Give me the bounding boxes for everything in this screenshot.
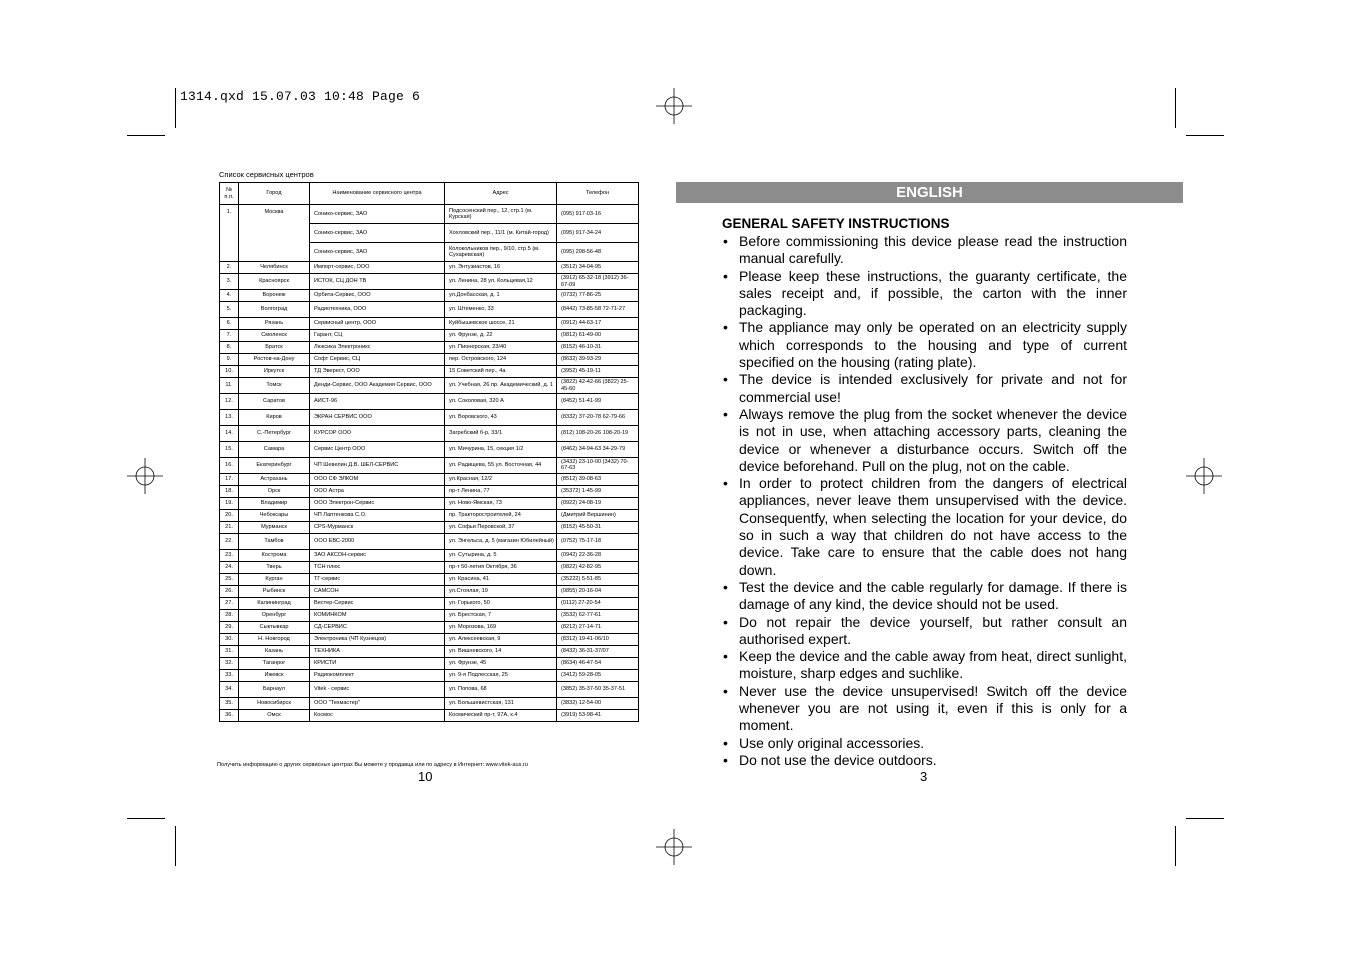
safety-list [722,233,1127,769]
crop-mark [175,826,176,866]
column-header: Телефон [557,183,639,205]
table-cell: Саратов [239,394,310,410]
table-cell: Импорт-сервис, ООО [310,262,445,274]
table-cell: Челябинск [239,262,310,274]
table-row [220,621,639,633]
list-item: • Keep the device and the cable away from heat, direct sunlight, moisture, sharp edges and suchlike. [722,648,1127,683]
table-cell: ул. Мичурина, 15, секция 1/2 [445,442,557,458]
table-row [220,657,639,669]
table-cell: 10. [220,366,239,378]
table-cell: 16. [220,458,239,474]
table-cell: Куйбышевское шоссе, 21 [445,318,557,330]
crop-mark [175,88,176,128]
table-cell: Казань [239,645,310,657]
table-cell: Н. Новгород [239,633,310,645]
table-cell: 2. [220,262,239,274]
table-cell: (8452) 51-41-99 [557,394,639,410]
table-row [220,330,639,342]
table-cell: Калининград [239,597,310,609]
table-cell: АИСТ-96 [310,394,445,410]
table-cell: 32. [220,657,239,669]
table-row [220,318,639,330]
table-row [220,274,639,290]
table-cell: (3919) 53-98-41 [557,709,639,721]
table-row [220,394,639,410]
list-item: • Test the device and the cable regularly for damage. If there is damage of any kind, the device should not be used. [722,579,1127,614]
table-cell: (3912) 65-32-18 (3912) 36-67-09 [557,274,639,290]
table-cell: ул. Сутырина, д. 5 [445,549,557,561]
table-cell: Сервис Центр ООО [310,442,445,458]
table-cell: (0822) 42-82-95 [557,561,639,573]
table-cell: 8. [220,342,239,354]
table-cell: Люксика Электроникс [310,342,445,354]
table-cell: 14. [220,426,239,442]
table-cell: (812) 108-20-26 108-20-19 [557,426,639,442]
table-cell: (3822) 42-42-66 (3822) 25-45-60 [557,378,639,394]
table-cell: ООО Астра [310,485,445,497]
table-cell: 19. [220,497,239,509]
table-cell: Космический пр-т, 97А, к.4 [445,709,557,721]
table-cell: ООО "Техмастер" [310,697,445,709]
table-row [220,561,639,573]
table-row [220,709,639,721]
list-item: • Please keep these instructions, the guaranty certificate, the sales receipt and, if possible, the carton with the inner packaging. [722,268,1127,320]
table-row [220,485,639,497]
table-cell: (0912) 44-63-17 [557,318,639,330]
table-cell: CPS-Мурманск [310,521,445,533]
table-cell: (0855) 20-16-04 [557,585,639,597]
table-cell: (8312) 19-41-06/10 [557,633,639,645]
table-cell: Кострома [239,549,310,561]
table-cell: (8512) 39-08-63 [557,473,639,485]
table-cell: ул. Морозова, 169 [445,621,557,633]
table-row [220,262,639,274]
table-cell: 33. [220,669,239,681]
crop-mark [1186,135,1224,136]
table-cell: ул. 9-я Подлесская, 25 [445,669,557,681]
table-cell: ул.Донбасская, д. 1 [445,290,557,302]
table-row [220,378,639,394]
safety-section [722,215,1127,769]
table-cell: (0112) 27-20-54 [557,597,639,609]
table-cell: 7. [220,330,239,342]
table-cell: (3952) 45-19-11 [557,366,639,378]
table-cell: Рязань [239,318,310,330]
table-cell: 30. [220,633,239,645]
table-cell: Загребский б-р, 33/1 [445,426,557,442]
table-row [220,681,639,697]
table-cell: (Дмитрий Вершинин) [557,509,639,521]
table-row [220,458,639,474]
table-cell: Ижевск [239,669,310,681]
table-body [220,205,639,722]
table-cell: (0812) 61-49-00 [557,330,639,342]
table-cell: 36. [220,709,239,721]
column-header: № п.п. [220,183,239,205]
table-cell: 18. [220,485,239,497]
table-cell: ул. Попова, 68 [445,681,557,697]
table-cell: ул. Вишневского, 14 [445,645,557,657]
table-cell: ул. Соколовая, 320 А [445,394,557,410]
section-heading: GENERAL SAFETY INSTRUCTIONS [722,216,950,231]
table-row [220,633,639,645]
table-row [220,442,639,458]
footnote: Получить информацию о других сервисных центрах Вы можете у продавца или по адресу в Интернет: www.vitek-aus.ru [217,762,528,768]
table-cell: Смоленск [239,330,310,342]
table-cell: Сонико-сервис, ЗАО [310,205,445,224]
table-cell: (3412) 59-28-05 [557,669,639,681]
table-cell: пр-т Ленина, 77 [445,485,557,497]
table-cell: ул. Радищева, 55 ул. Восточная, 44 [445,458,557,474]
table-row [220,473,639,485]
table-cell: Колокольников пер., 9/10, стр.5 (м. Сухаревская) [445,243,557,262]
table-cell: 3. [220,274,239,290]
table-row [220,302,639,318]
table-row [220,290,639,302]
registration-mark-icon [1186,458,1222,494]
column-header: Наименование сервисного центра [310,183,445,205]
table-cell: 15. [220,442,239,458]
table-cell: ТГ-сервис [310,573,445,585]
table-cell: Новосибирск [239,697,310,709]
table-row [220,366,639,378]
table-cell: ул. Брестская, 7 [445,609,557,621]
table-cell: КРИСТИ [310,657,445,669]
table-row [220,645,639,657]
table-cell: (3852) 35-37-50 35-37-51 [557,681,639,697]
table-cell: Орск [239,485,310,497]
table-cell: ЭКРАН СЕРВИС ООО [310,410,445,426]
column-header: Адрес [445,183,557,205]
table-row [220,497,639,509]
table-row [220,354,639,366]
table-cell: С.-Петербург [239,426,310,442]
table-cell: пер. Островского, 124 [445,354,557,366]
language-banner: ENGLISH [676,182,1183,203]
table-row [220,585,639,597]
table-cell: Астрахань [239,473,310,485]
list-item: • Do not use the device outdoors. [722,752,1127,769]
table-cell: 21. [220,521,239,533]
registration-mark-icon [127,458,163,494]
table-cell: ООО Электрон-Сервис [310,497,445,509]
table-cell: ООО ЕВС-2000 [310,533,445,549]
table-row [220,573,639,585]
table-cell: Радиокомплект [310,669,445,681]
table-cell: Мурманск [239,521,310,533]
table-header-row [220,183,639,205]
table-cell: 27. [220,597,239,609]
table-cell: ул. Ленина, 28 ул. Кольцевая,12 [445,274,557,290]
table-cell: Сыктывкар [239,621,310,633]
list-item: • In order to protect children from the dangers of electrical appliances, never leave them unsupervised with the device. Consequentfy, when selecting the location for your device, do so in such a way that children do not have access to the device. Take care to ensure that the cable does not hang down. [722,475,1127,579]
table-cell: (0942) 22-36-28 [557,549,639,561]
table-cell: Сервисный центр, ООО [310,318,445,330]
table-cell: Воронеж [239,290,310,302]
table-cell: (8152) 45-50-31 [557,521,639,533]
table-cell: ул. Энгельса, д. 5 (магазин Юбилейный) [445,533,557,549]
table-cell: Чебоксары [239,509,310,521]
page-number: 10 [418,769,433,784]
table-cell: Космос [310,709,445,721]
table-cell: Сонико-сервис, ЗАО [310,224,445,243]
table-cell: пр. Тракторостроителей, 24 [445,509,557,521]
registration-mark-icon [656,829,692,865]
table-cell: 22. [220,533,239,549]
table-cell: (35372) 1-45-99 [557,485,639,497]
table-cell: Радиотехника, ООО [310,302,445,318]
table-cell: 28. [220,609,239,621]
table-row [220,410,639,426]
table-cell: ул. Красина, 41 [445,573,557,585]
table-cell: ЧП Лаптенкова С.О. [310,509,445,521]
crop-mark [127,818,165,819]
crop-mark [1175,88,1176,128]
table-cell: Курган [239,573,310,585]
table-cell: Ростов-на-Дону [239,354,310,366]
table-cell: 35. [220,697,239,709]
table-cell: Барнаул [239,681,310,697]
table-cell: 9. [220,354,239,366]
table-cell: 26. [220,585,239,597]
table-cell: ул. Фрунзе, 45 [445,657,557,669]
table-cell: Самара [239,442,310,458]
table-cell: ИСТОК, СЦ ДОН ТВ [310,274,445,290]
table-cell: Томск [239,378,310,394]
registration-mark-icon [656,88,692,124]
table-cell: (35222) 5-51-85 [557,573,639,585]
list-item: • Always remove the plug from the socket whenever the device is not in use, when attaching accessory parts, cleaning the device or whenever a disturbance occurs. Switch off the device beforehand. Pull on the plug, not on the cable. [722,406,1127,475]
table-cell: 24. [220,561,239,573]
table-cell: Денди-Сервис, ООО Академия Сервис, ООО [310,378,445,394]
table-row [220,509,639,521]
list-item: • Never use the device unsupervised! Switch off the device whenever you are not using it, even if this is only for a moment. [722,683,1127,735]
table-row [220,597,639,609]
table-row [220,697,639,709]
table-cell: (3532) 62-77-61 [557,609,639,621]
table-cell: ул. Энтузиастов, 16 [445,262,557,274]
table-cell: ул. Ново-Ямская, 73 [445,497,557,509]
table-cell: 1. [220,205,239,262]
table-cell: ООО СФ ЭЛКОМ [310,473,445,485]
table-cell: пр-т 50-летия Октября, 36 [445,561,557,573]
table-cell: 25. [220,573,239,585]
table-cell: (0922) 24-08-19 [557,497,639,509]
table-cell: (095) 917-03-16 [557,205,639,224]
table-cell: Таганрог [239,657,310,669]
table-row [220,533,639,549]
table-cell: ЗАО АКСОН-сервис [310,549,445,561]
table-cell: 12. [220,394,239,410]
print-slug: 1314.qxd 15.07.03 10:48 Page 6 [180,89,421,104]
list-item: • Use only original accessories. [722,735,1127,752]
table-cell: Красноярск [239,274,310,290]
table-cell: (3432) 23-10-00 (3432) 70-67-63 [557,458,639,474]
table-cell: Софт Сервис, СЦ [310,354,445,366]
table-cell: ул. Штеменко, 33 [445,302,557,318]
table-cell: ул. Софьи Перовской, 37 [445,521,557,533]
table-cell: ул. Горького, 50 [445,597,557,609]
table-cell: Киров [239,410,310,426]
table-cell: Гарант, СЦ [310,330,445,342]
table-cell: КОМИНКОМ [310,609,445,621]
table-cell: (3512) 34-04-95 [557,262,639,274]
table-cell: (8632) 39-93-29 [557,354,639,366]
column-header: Город [239,183,310,205]
table-cell: ТСН плюс [310,561,445,573]
table-cell: Вестер-Сервис [310,597,445,609]
table-cell: 13. [220,410,239,426]
table-cell: Хохловский пер., 11/1 (м. Китай-город) [445,224,557,243]
table-cell: 11. [220,378,239,394]
table-cell: Иркутск [239,366,310,378]
table-cell: Сонико-сервис, ЗАО [310,243,445,262]
table-cell: 15 Советский пер., 4а [445,366,557,378]
table-cell: (8432) 36-31-37/07 [557,645,639,657]
table-cell: Подсосенский пер., 12, стр.1 (м. Курская) [445,205,557,224]
table-row [220,426,639,442]
table-cell: Москва [239,205,310,262]
table-cell: Екатеринбург [239,458,310,474]
table-cell: Владимир [239,497,310,509]
table-cell: Тамбов [239,533,310,549]
table-cell: Тверь [239,561,310,573]
list-item: • Before commissioning this device please read the instruction manual carefully. [722,233,1127,268]
table-cell: ул. Пионерская, 23/40 [445,342,557,354]
table-cell: Vitek - сервис [310,681,445,697]
crop-mark [127,135,165,136]
table-cell: Орбита-Сервис, ООО [310,290,445,302]
table-cell: ул. Фрунзе, д. 22 [445,330,557,342]
table-cell: (0732) 77-86-25 [557,290,639,302]
table-cell: (8442) 73-85-58 72-71-27 [557,302,639,318]
crop-mark [1175,826,1176,866]
table-cell: ТЕХНИКА [310,645,445,657]
table-cell: (095) 917-34-24 [557,224,639,243]
list-item: • Do not repair the device yourself, but rather consult an authorised expert. [722,614,1127,649]
table-cell: (095) 208-56-48 [557,243,639,262]
service-centers-table [219,182,639,722]
table-title: Список сервисных центров [219,170,314,179]
table-cell: 31. [220,645,239,657]
table-cell: Волгоград [239,302,310,318]
table-row [220,205,639,224]
table-cell: 6. [220,318,239,330]
table-cell: ТД Эверест, ООО [310,366,445,378]
table-cell: 17. [220,473,239,485]
table-row [220,521,639,533]
table-cell: 34. [220,681,239,697]
table-cell: (8634) 46-47-54 [557,657,639,669]
table-cell: (8152) 46-10-31 [557,342,639,354]
table-cell: Рыбинск [239,585,310,597]
table-cell: ул.Стоялая, 19 [445,585,557,597]
table-cell: ул. Алексеевская, 9 [445,633,557,645]
table-cell: (8332) 37-20-78 62-79-66 [557,410,639,426]
table-cell: 4. [220,290,239,302]
table-row [220,669,639,681]
table-cell: Электроника (ЧП Кузнецов) [310,633,445,645]
table-cell: ул. Воровского, 43 [445,410,557,426]
table-row [220,609,639,621]
crop-mark [1186,818,1224,819]
table-cell: ул.Красная, 12/2 [445,473,557,485]
table-cell: Оренбург [239,609,310,621]
table-cell: (0752) 75-17-18 [557,533,639,549]
table-cell: ул. Учебная, 26 пр. Академический, д. 1 [445,378,557,394]
table-cell: 5. [220,302,239,318]
table-cell: ЧП Шевелин Д.В. ШЕЛ-СЕРВИС [310,458,445,474]
table-cell: САМСОН [310,585,445,597]
table-cell: 23. [220,549,239,561]
list-item: • The appliance may only be operated on an electricity supply which corresponds to the housing and type of current specified on the housing (rating plate). [722,319,1127,371]
table-cell: СД-СЕРВИС [310,621,445,633]
table-cell: (8462) 34-94-63 34-29-79 [557,442,639,458]
table-cell: Омск [239,709,310,721]
table-cell: 20. [220,509,239,521]
table-cell: (3832) 12-54-00 [557,697,639,709]
list-item: • The device is intended exclusively for private and not for commercial use! [722,371,1127,406]
table-cell: Братск [239,342,310,354]
table-row [220,342,639,354]
table-cell: ул. Большевистская, 131 [445,697,557,709]
table-cell: (8212) 27-14-71 [557,621,639,633]
page-number: 3 [920,769,928,784]
table-row [220,549,639,561]
table-cell: КУРСОР ООО [310,426,445,442]
table-cell: 29. [220,621,239,633]
